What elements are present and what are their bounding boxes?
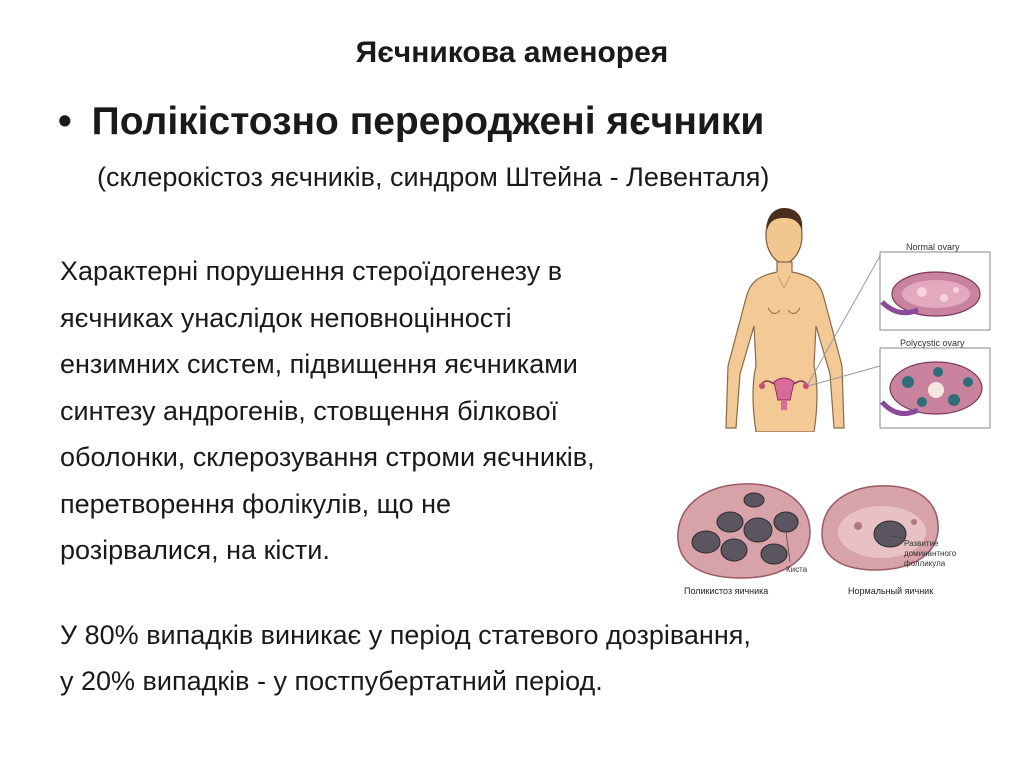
stats-line: У 80% випадків виникає у період статевого дозрівання, <box>60 620 751 650</box>
polycystic-ovary-section <box>678 484 810 578</box>
dominant-follicle-label-line: доминантного <box>904 549 957 558</box>
subtitle: (склерокістоз яєчників, синдром Штейна - Левенталя) <box>97 162 770 192</box>
description-line: синтезу андрогенів, стовщення білкової <box>60 395 558 426</box>
ovary-comparison-illustration <box>722 206 1000 432</box>
bullet-heading-row <box>58 100 764 144</box>
description-line: ензимних систем, підвищення яєчниками <box>60 349 578 379</box>
polycystic-ovary-inset <box>880 338 990 428</box>
normal-ovary-inset <box>880 242 990 330</box>
normal-ovary-label: Normal ovary <box>906 242 960 252</box>
bullet-marker: • <box>58 100 72 143</box>
description-line: оболонки, склерозування строми яєчників, <box>60 442 595 472</box>
cyst-label: Киста <box>786 565 808 574</box>
polycystic-ovary-label: Polycystic ovary <box>900 338 965 348</box>
bullet-heading: Полікістозно переродженi яєчники <box>91 100 765 143</box>
description-line: перетворення фолікулів, що не <box>60 488 452 519</box>
statistics-paragraph <box>60 612 751 704</box>
dominant-follicle-label-line: фолликула <box>904 559 946 568</box>
stats-line: у 20% випадків - у постпубертатний період. <box>60 666 603 696</box>
polycystic-ovary-caption: Поликистоз яичника <box>684 586 769 596</box>
ovary-cross-section-illustration <box>672 470 972 598</box>
dominant-follicle-label-line: Развитие <box>904 539 939 548</box>
description-paragraph <box>60 248 750 574</box>
slide-title: Яєчникова аменорея <box>355 36 669 69</box>
description-line: яєчниках унаслідок неповноцінності <box>60 302 512 333</box>
normal-ovary-caption: Нормальный яичник <box>848 586 934 596</box>
description-line: Характерні порушення стероїдогенезу в <box>60 256 563 286</box>
description-line: розірвалися, на кісти. <box>60 535 330 565</box>
